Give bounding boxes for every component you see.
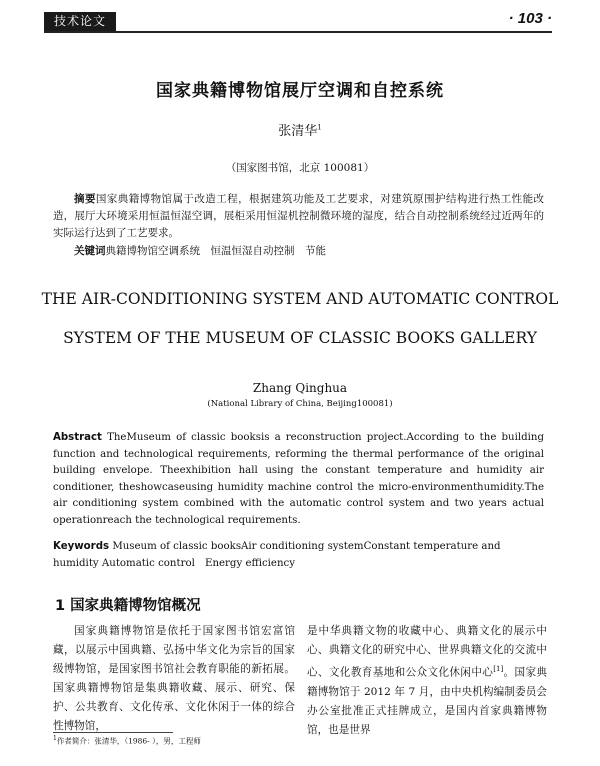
english-abstract-label: Abstract — [53, 432, 102, 443]
header-rule — [44, 31, 552, 33]
page-number: · 103 · — [508, 10, 552, 27]
english-title-line-1: THE AIR-CONDITIONING SYSTEM AND AUTOMATIC CONTROL — [41, 290, 559, 308]
english-abstract-text: TheMuseum of classic booksis a reconstruction project.According to the building function and technological requirements, reforming the thermal performance of the original building envelope. Theexhibition hall using the constant temperature and humidity air conditioner, theshowcaseusing humidity machine control the micro-environmenthumidity.The air conditioning system combined with the automatic control system and two years actual operationreach the technological requirements. — [53, 432, 544, 526]
chinese-author — [0, 120, 600, 139]
chinese-title: 国家典籍博物馆展厅空调和自控系统 — [156, 81, 444, 101]
english-keywords-text: Museum of classic booksAir conditioning systemConstant temperature and humidity Automatic control Energy efficiency — [53, 541, 501, 569]
english-abstract — [53, 430, 544, 529]
author-footnote-marker: 1 — [317, 123, 322, 132]
footnote-text: 作者简介：张清华，（1986- ），男，工程师 — [56, 736, 201, 746]
chinese-abstract — [53, 191, 544, 242]
chinese-keywords-label: 关键词 — [74, 245, 106, 257]
body-left-column: 国家典籍博物馆是依托于国家图书馆宏富馆藏，以展示中国典籍、弘扬中华文化为宗旨的国家级博物馆，是国家图书馆社会教育职能的新拓展。国家典籍博物馆是集典籍收藏、展示、研究、保护、公共教育、文化传承、文化休闲于一体的综合性博物馆， — [53, 625, 295, 732]
footnote-marker: 1 — [53, 735, 57, 742]
english-keywords — [53, 539, 544, 572]
chinese-abstract-label: 摘要 — [74, 193, 96, 205]
section-label-badge: 技术论文 — [44, 12, 116, 31]
chinese-affiliation: （国家图书馆，北京 100081） — [225, 162, 375, 174]
chinese-keywords-text: 典籍博物馆空调系统 恒温恒湿自动控制 节能 — [105, 245, 326, 257]
english-affiliation: (National Library of China, Beijing100081) — [207, 399, 393, 409]
footnote-rule — [53, 732, 173, 733]
footnote — [53, 735, 201, 747]
right-column-text-continued: 。国家典籍博物馆于 2012 年 7 月，由中央机构编制委员会办公室批准正式挂牌成立，是国内首家典籍博物馆，也是世界 — [307, 666, 548, 736]
author-name: 张清华 — [278, 124, 318, 139]
citation-ref: [1] — [493, 665, 504, 673]
english-title-line-2: SYSTEM OF THE MUSEUM OF CLASSIC BOOKS GALLERY — [63, 329, 537, 347]
english-author: Zhang Qinghua — [252, 381, 348, 395]
chinese-abstract-text: 国家典籍博物馆属于改造工程，根据建筑功能及工艺要求，对建筑原围护结构进行热工性能改造，展厅大环境采用恒温恒湿空调，展柜采用恒湿机控制微环境的湿度，结合自动控制系统经过近两年的实际运行达到了工艺要求。 — [53, 193, 545, 239]
english-keywords-label: Keywords — [53, 541, 110, 552]
chinese-keywords — [74, 243, 544, 258]
body-right-column — [307, 622, 547, 740]
section-heading: 1 国家典籍博物馆概况 — [55, 598, 201, 614]
right-column-text: 是中华典籍文物的收藏中心、典籍文化的展示中心、典籍文化的研究中心、世界典籍文化的交流中心、文化教育基地和公众文化休闲中心 — [307, 625, 547, 679]
